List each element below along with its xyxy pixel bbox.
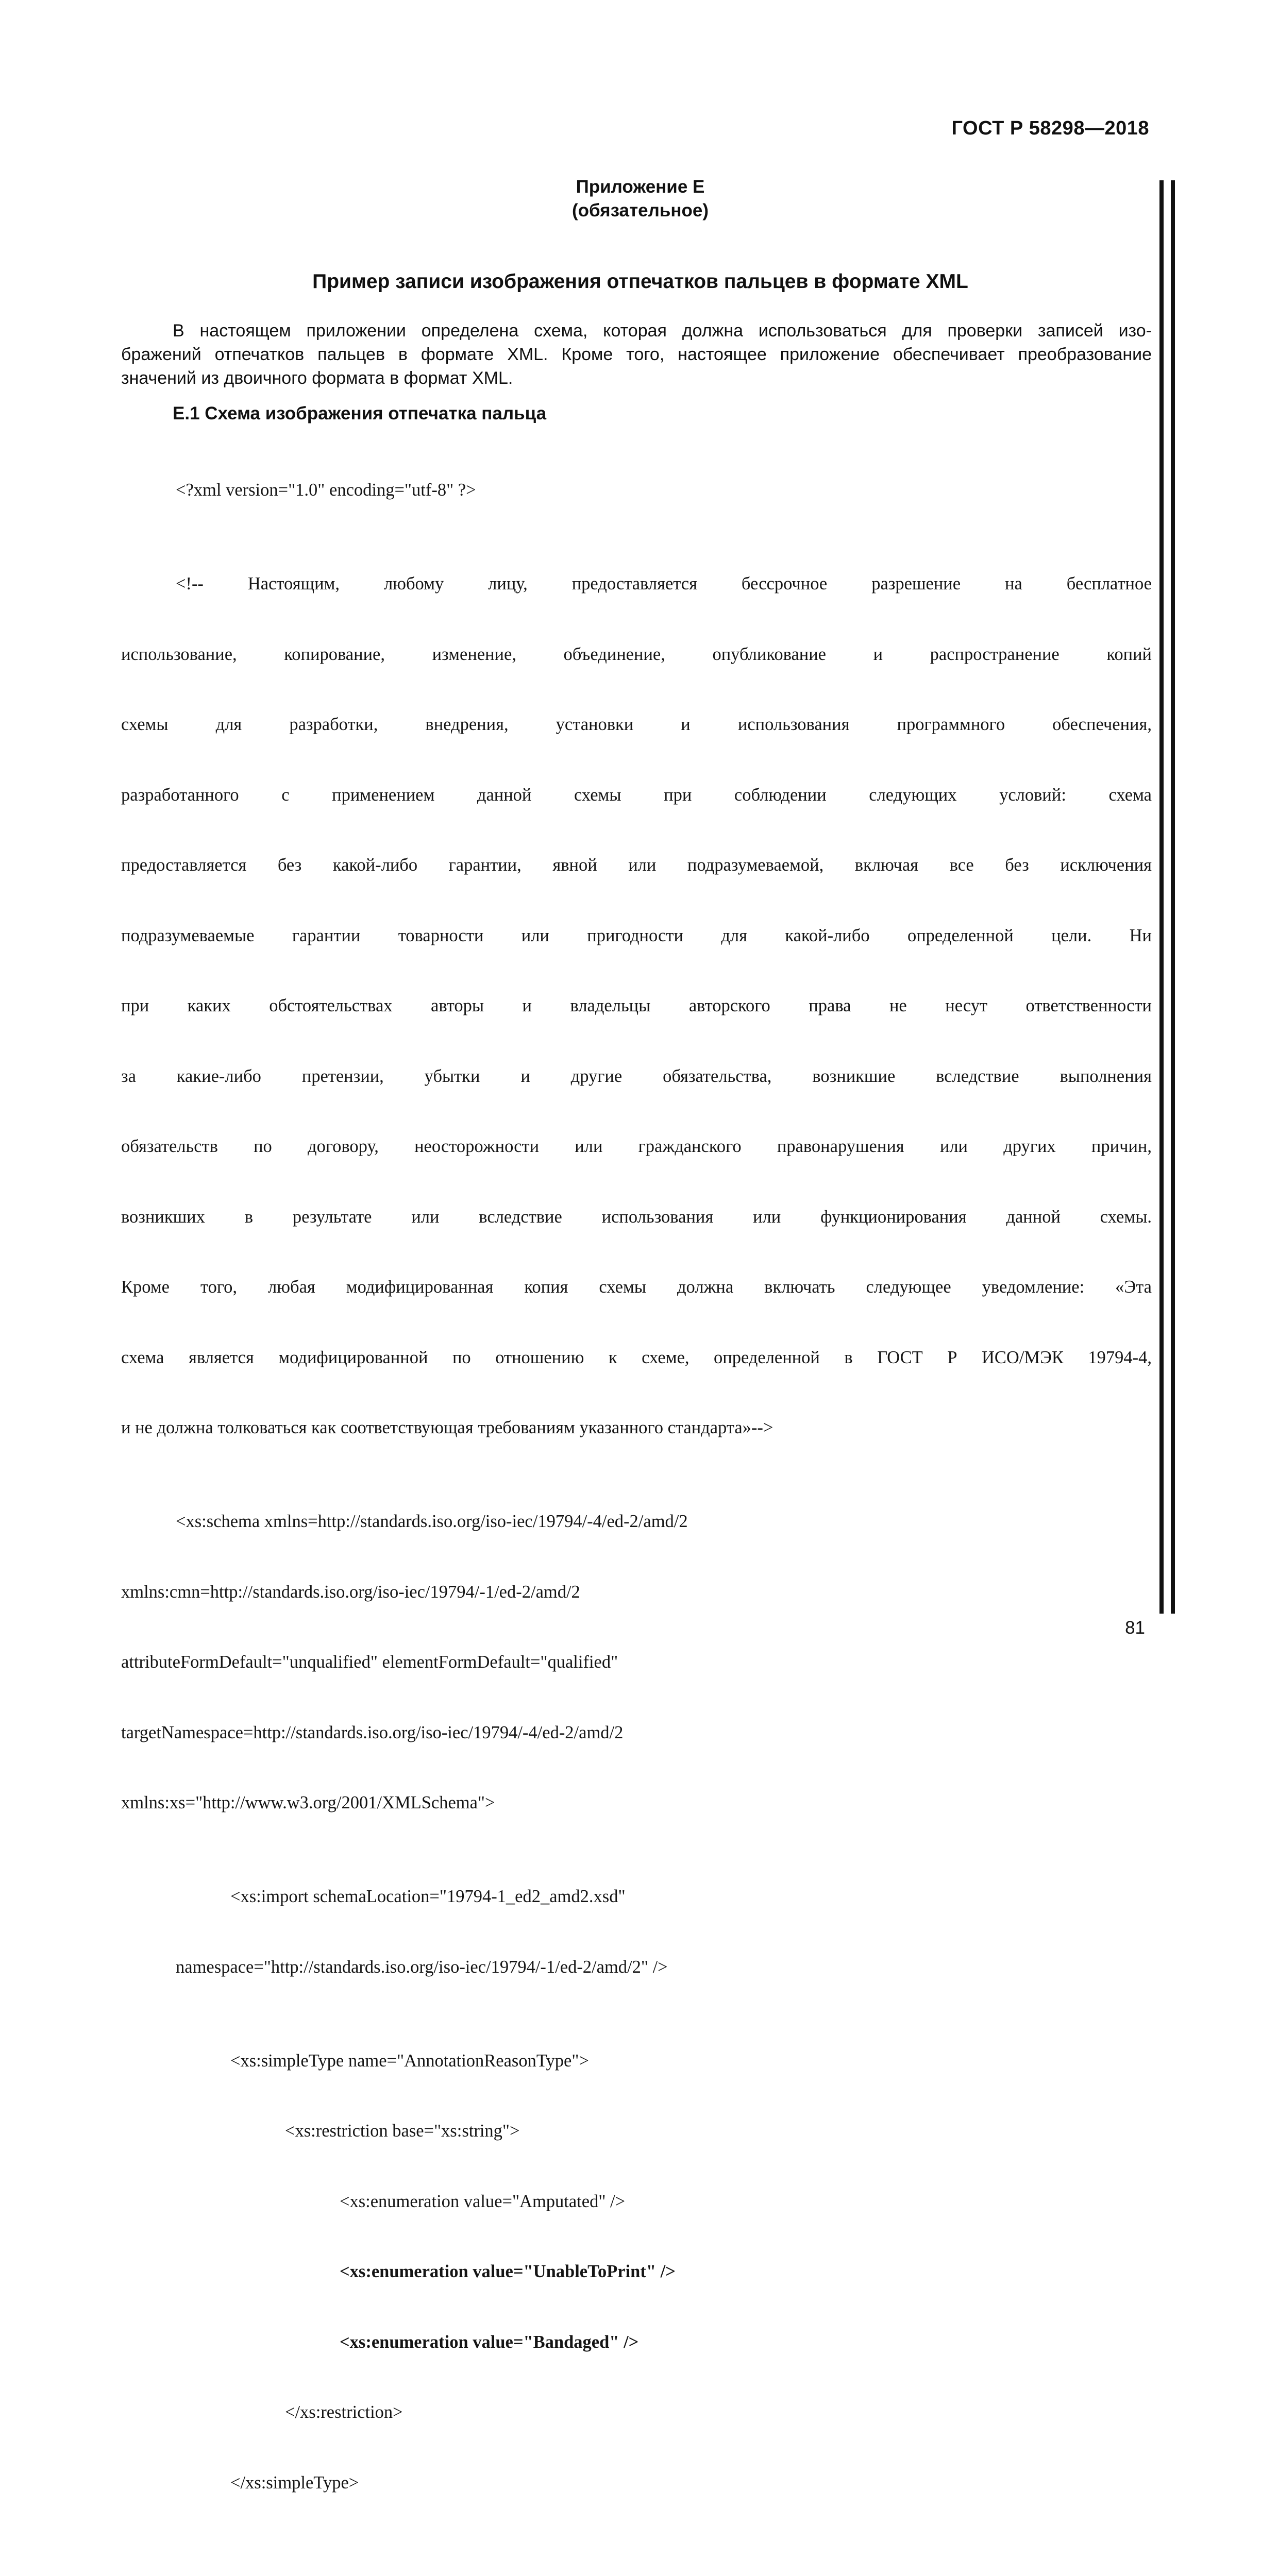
code-line-comment: за какие-либо претензии, убытки и другие обязательства, возникшие вследствие выполнения [121,1066,1152,1086]
code-line-xml-declaration: <?xml version="1.0" encoding="utf-8" ?> [176,480,476,500]
intro-line: В настоящем приложении определена схема, которая должна использоваться для проверки записей изо- [173,321,1152,341]
code-line-schema-open: xmlns:cmn=http://standards.iso.org/iso-iec/19794/-1/ed-2/amd/2 [121,1582,580,1602]
code-line-comment: подразумеваемые гарантии товарности или пригодности для какой-либо определенной цели. Ни [121,925,1152,945]
code-line-comment: предоставляется без какой-либо гарантии, явной или подразумеваемой, включая все без исключения [121,855,1152,875]
code-line-schema-open: targetNamespace=http://standards.iso.org/iso-iec/19794/-4/ed-2/amd/2 [121,1722,624,1742]
change-bar-line [1171,180,1175,1614]
code-line-comment: схемы для разработки, внедрения, установки и использования программного обеспечения, [121,715,1152,734]
code-line-comment: возникших в результате или вследствие использования или функционирования данной схемы. [121,1207,1152,1227]
xml-schema-listing [121,432,1152,2576]
code-line-schema-open: xmlns:xs="http://www.w3.org/2001/XMLSchema"> [121,1793,495,1812]
section-title: Е.1 Схема изображения отпечатка пальца [173,403,547,423]
intro-line: значений из двоичного формата в формат XML. [121,368,513,388]
annex-label: Приложение Е [576,177,705,197]
code-line-schema-open: attributeFormDefault="unqualified" elementFormDefault="qualified" [121,1652,618,1672]
code-line-enumeration: <xs:enumeration value="Amputated" /> [340,2191,626,2211]
code-line-comment: при каких обстоятельствах авторы и владельцы авторского права не несут ответственности [121,996,1152,1015]
code-line-schema-open: <xs:schema xmlns=http://standards.iso.org/iso-iec/19794/-4/ed-2/amd/2 [176,1512,688,1531]
code-line-restriction-open: <xs:restriction base="xs:string"> [285,2121,520,2141]
intro-line: бражений отпечатков пальцев в формате XML. Кроме того, настоящее приложение обеспечивает преобразование [121,345,1152,364]
code-line-import: <xs:import schemaLocation="19794-1_ed2_amd2.xsd" [230,1887,626,1906]
code-line-enumeration: <xs:enumeration value="Bandaged" /> [340,2332,639,2352]
page-number: 81 [1125,1618,1145,1638]
intro-paragraph [121,319,1152,390]
annex-title: Пример записи изображения отпечатков пальцев в формате XML [312,270,968,293]
code-line-comment: разработанного с применением данной схемы при соблюдении следующих условий: схема [121,785,1152,805]
code-line-simpletype-close: </xs:simpleType> [230,2472,359,2493]
change-bar [1159,180,1176,1614]
code-line-restriction-close: </xs:restriction> [285,2402,403,2422]
code-line-comment: использование, копирование, изменение, объединение, опубликование и распространение копий [121,644,1152,664]
code-line-comment: и не должна толковаться как соответствующая требованиям указанного стандарта»--> [121,1418,773,1437]
annex-status: (обязательное) [571,200,709,221]
code-line-comment: обязательств по договору, неосторожности или гражданского правонарушения или других причин, [121,1137,1152,1156]
code-line-comment: схема является модифицированной по отношению к схеме, определенной в ГОСТ Р ИСО/МЭК 19794-4, [121,1347,1152,1367]
annex-heading [121,175,1159,223]
change-bar-line [1159,180,1164,1614]
code-line-simpletype-open: <xs:simpleType name="AnnotationReasonType"> [230,2050,589,2071]
code-line-comment: <!-- Настоящим, любому лицу, предоставляется бессрочное разрешение на бесплатное [176,574,1152,594]
code-line-comment: Кроме того, любая модифицированная копия схемы должна включать следующее уведомление: «Эта [121,1277,1152,1297]
code-line-enumeration: <xs:enumeration value="UnableToPrint" /> [340,2262,676,2281]
document-number: ГОСТ Р 58298—2018 [951,117,1149,139]
code-line-import: namespace="http://standards.iso.org/iso-iec/19794/-1/ed-2/amd/2" /> [176,1957,668,1977]
